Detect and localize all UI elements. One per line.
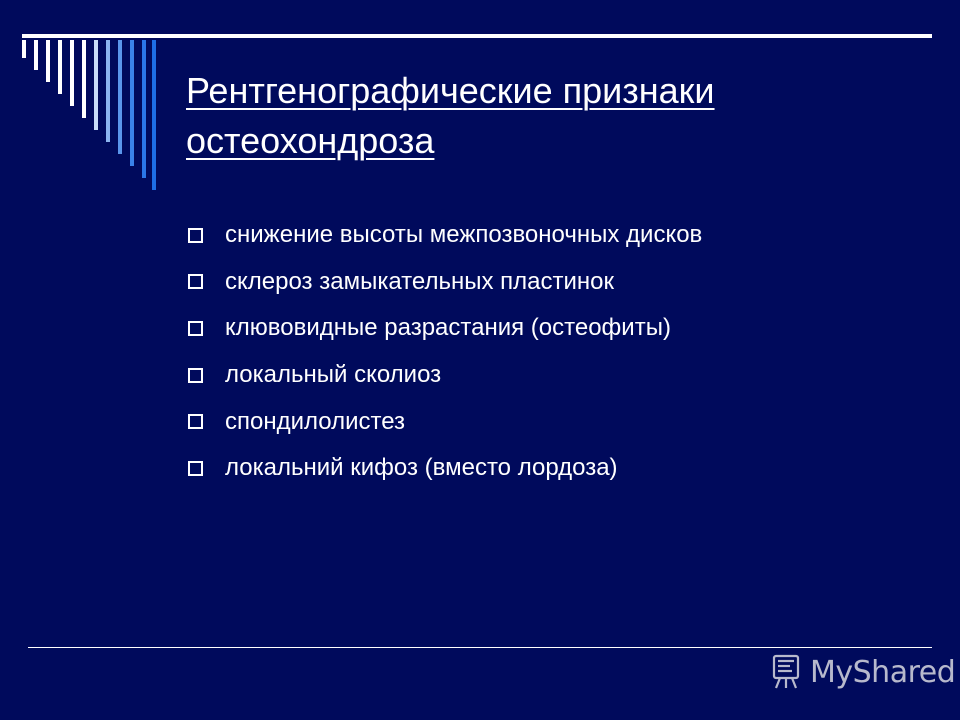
decorative-stripes [0, 0, 170, 200]
list-item [186, 212, 702, 259]
stripe [58, 40, 62, 94]
stripe [106, 40, 110, 142]
hollow-square-icon [188, 228, 203, 243]
stripe [34, 40, 38, 70]
stripe [142, 40, 146, 178]
bullet-text: локальний кифоз (вместо лордоза) [225, 454, 618, 482]
chalkboard-icon [768, 652, 804, 692]
list-item [186, 305, 702, 352]
stripe [22, 40, 26, 58]
bullet-text: локальный сколиоз [225, 361, 442, 389]
bullet-text: клювовидные разрастания (остеофиты) [225, 314, 671, 342]
stripe [46, 40, 50, 82]
list-item [186, 259, 702, 306]
slide-title: Рентгенографические признаки остеохондроза [186, 70, 715, 161]
bullet-text: спондилолистез [225, 407, 406, 435]
hollow-square-icon [188, 321, 203, 336]
stripe [82, 40, 86, 118]
hollow-square-icon [188, 461, 203, 476]
stripe [152, 40, 156, 190]
list-item [186, 398, 702, 445]
stripe [118, 40, 122, 154]
watermark [768, 652, 955, 692]
bullet-text: склероз замыкательных пластинок [225, 267, 614, 295]
stripe [70, 40, 74, 106]
list-item [186, 445, 702, 492]
watermark-text: MyShared [810, 654, 956, 690]
hollow-square-icon [188, 274, 203, 289]
bullet-text: снижение высоты межпозвоночных дисков [225, 221, 703, 249]
stripe [94, 40, 98, 130]
bottom-rule-line [28, 647, 932, 648]
hollow-square-icon [188, 368, 203, 383]
list-item [186, 352, 702, 399]
bullet-list [186, 212, 702, 492]
stripe [130, 40, 134, 166]
hollow-square-icon [188, 414, 203, 429]
